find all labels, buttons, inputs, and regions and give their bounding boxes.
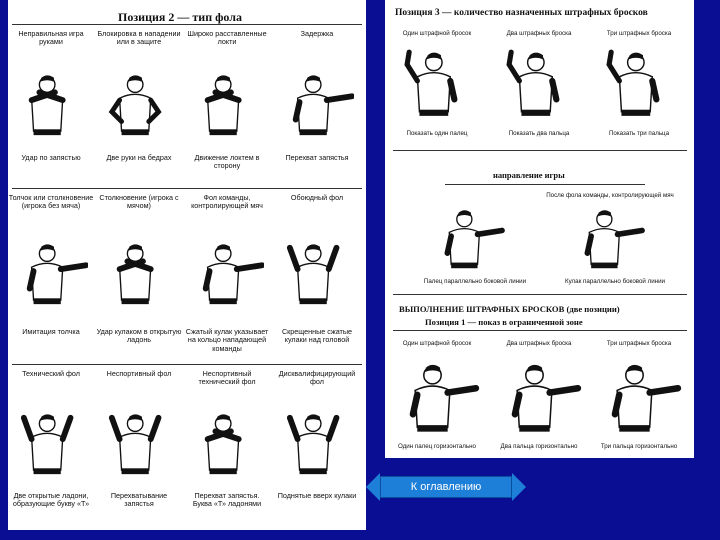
referee-figure bbox=[194, 228, 264, 320]
left-row1-header-4: Задержка bbox=[300, 29, 334, 38]
arrow-left-icon[interactable] bbox=[366, 473, 380, 501]
referee-figure bbox=[18, 64, 88, 146]
left-sheet bbox=[8, 0, 366, 530]
right-section3-title: ВЫПОЛНЕНИЕ ШТРАФНЫХ БРОСКОВ (две позиции) bbox=[399, 304, 620, 314]
left-row1-header-2: Блокировка в нападении или в защите bbox=[97, 29, 181, 47]
right-s1-header-2: Два штрафных броска bbox=[506, 30, 572, 37]
left-row3-caption-1: Две открытые ладони, образующие букву «Т» bbox=[12, 491, 90, 509]
left-sheet-title: Позиция 2 — тип фола bbox=[118, 10, 242, 24]
right-sheet bbox=[385, 0, 694, 458]
left-row2-caption-3: Сжатый кулак указывает на кольцо нападающей команды bbox=[185, 327, 269, 353]
left-row1-header-1: Неправильная игра руками bbox=[18, 29, 84, 47]
left-row1-caption-2: Две руки на бедрах bbox=[106, 153, 172, 162]
right-section2-title: направление игры bbox=[493, 170, 565, 180]
referee-figure bbox=[499, 360, 583, 436]
right-section1-title: Позиция 3 — количество назначенных штрафных бросков bbox=[395, 8, 648, 18]
left-row1-header-3: Широко расставленные локти bbox=[187, 29, 267, 47]
referee-figure bbox=[505, 44, 579, 124]
right-s3-header-1: Один штрафной бросок bbox=[402, 340, 472, 347]
divider bbox=[393, 294, 687, 295]
referee-figure bbox=[194, 404, 264, 484]
left-row3-caption-3: Перехват запястья. Буква «Т» ладонями bbox=[192, 491, 262, 509]
arrow-right-icon[interactable] bbox=[512, 473, 526, 501]
right-s1-header-3: Три штрафных броска bbox=[606, 30, 672, 37]
left-row3-header-2: Неспортивный фол bbox=[106, 369, 172, 378]
left-row1-caption-1: Удар по запястью bbox=[21, 153, 81, 162]
right-s1-caption-3: Показать три пальца bbox=[608, 130, 670, 137]
divider bbox=[445, 184, 645, 185]
right-s3-caption-1: Один палец горизонтально bbox=[398, 443, 476, 450]
right-s3-caption-2: Два пальца горизонтально bbox=[500, 443, 578, 450]
right-section3-subtitle: Позиция 1 — показ в ограниченной зоне bbox=[425, 317, 583, 327]
row-divider bbox=[12, 364, 362, 365]
right-s3-caption-3: Три пальца горизонтально bbox=[600, 443, 678, 450]
left-row3-header-1: Технический фол bbox=[22, 369, 80, 378]
referee-figure bbox=[397, 360, 481, 436]
left-row3-caption-2: Перехватывание запястья bbox=[110, 491, 168, 509]
referee-figure bbox=[425, 206, 515, 272]
right-s3-header-3: Три штрафных броска bbox=[606, 340, 672, 347]
right-s1-caption-1: Показать один палец bbox=[406, 130, 468, 137]
left-row3-header-3: Неспортивный технический фол bbox=[198, 369, 256, 387]
referee-figure bbox=[106, 64, 176, 146]
left-row2-header-2: Столкновение (игрока с мячом) bbox=[99, 193, 179, 211]
referee-figure bbox=[284, 228, 354, 320]
referee-figure bbox=[106, 404, 176, 484]
referee-figure bbox=[599, 360, 683, 436]
referee-figure bbox=[284, 64, 354, 146]
left-row2-header-3: Фол команды, контролирующей мяч bbox=[191, 193, 263, 211]
left-row2-caption-2: Удар кулаком в открытую ладонь bbox=[96, 327, 182, 345]
referee-figure bbox=[284, 404, 354, 484]
right-s2-caption-1: Палец параллельно боковой линии bbox=[423, 278, 527, 285]
referee-figure bbox=[403, 44, 477, 124]
referee-figure bbox=[18, 404, 88, 484]
right-s2-caption-2: Кулак параллельно боковой линии bbox=[564, 278, 665, 285]
right-s3-header-2: Два штрафных броска bbox=[506, 340, 572, 347]
left-row2-caption-4: Скрещенные сжатые кулаки над головой bbox=[281, 327, 353, 345]
referee-figure bbox=[18, 228, 88, 320]
divider bbox=[393, 150, 687, 151]
referee-figure bbox=[565, 206, 655, 272]
left-row2-header-1: Толчок или столкновение (игрока без мяча) bbox=[8, 193, 94, 211]
left-row1-caption-3: Движение локтем в сторону bbox=[194, 153, 260, 171]
right-s1-header-1: Один штрафной бросок bbox=[402, 30, 472, 37]
referee-figure bbox=[605, 44, 679, 124]
divider bbox=[393, 330, 687, 331]
left-row3-header-4: Дисквалифицирующий фол bbox=[278, 369, 356, 387]
left-row2-header-4: Обоюдный фол bbox=[290, 193, 344, 202]
right-section2-note: После фола команды, контролирующей мяч bbox=[546, 192, 674, 199]
referee-figure bbox=[106, 228, 176, 320]
left-row3-caption-4: Поднятые вверх кулаки bbox=[277, 491, 357, 500]
right-s1-caption-2: Показать два пальца bbox=[508, 130, 570, 137]
row-divider bbox=[12, 24, 362, 25]
left-row2-caption-1: Имитация толчка bbox=[22, 327, 80, 336]
table-of-contents-button[interactable]: К оглавлению bbox=[380, 476, 512, 498]
left-row1-caption-4: Перехват запястья bbox=[285, 153, 349, 162]
referee-figure bbox=[194, 64, 264, 146]
row-divider bbox=[12, 188, 362, 189]
